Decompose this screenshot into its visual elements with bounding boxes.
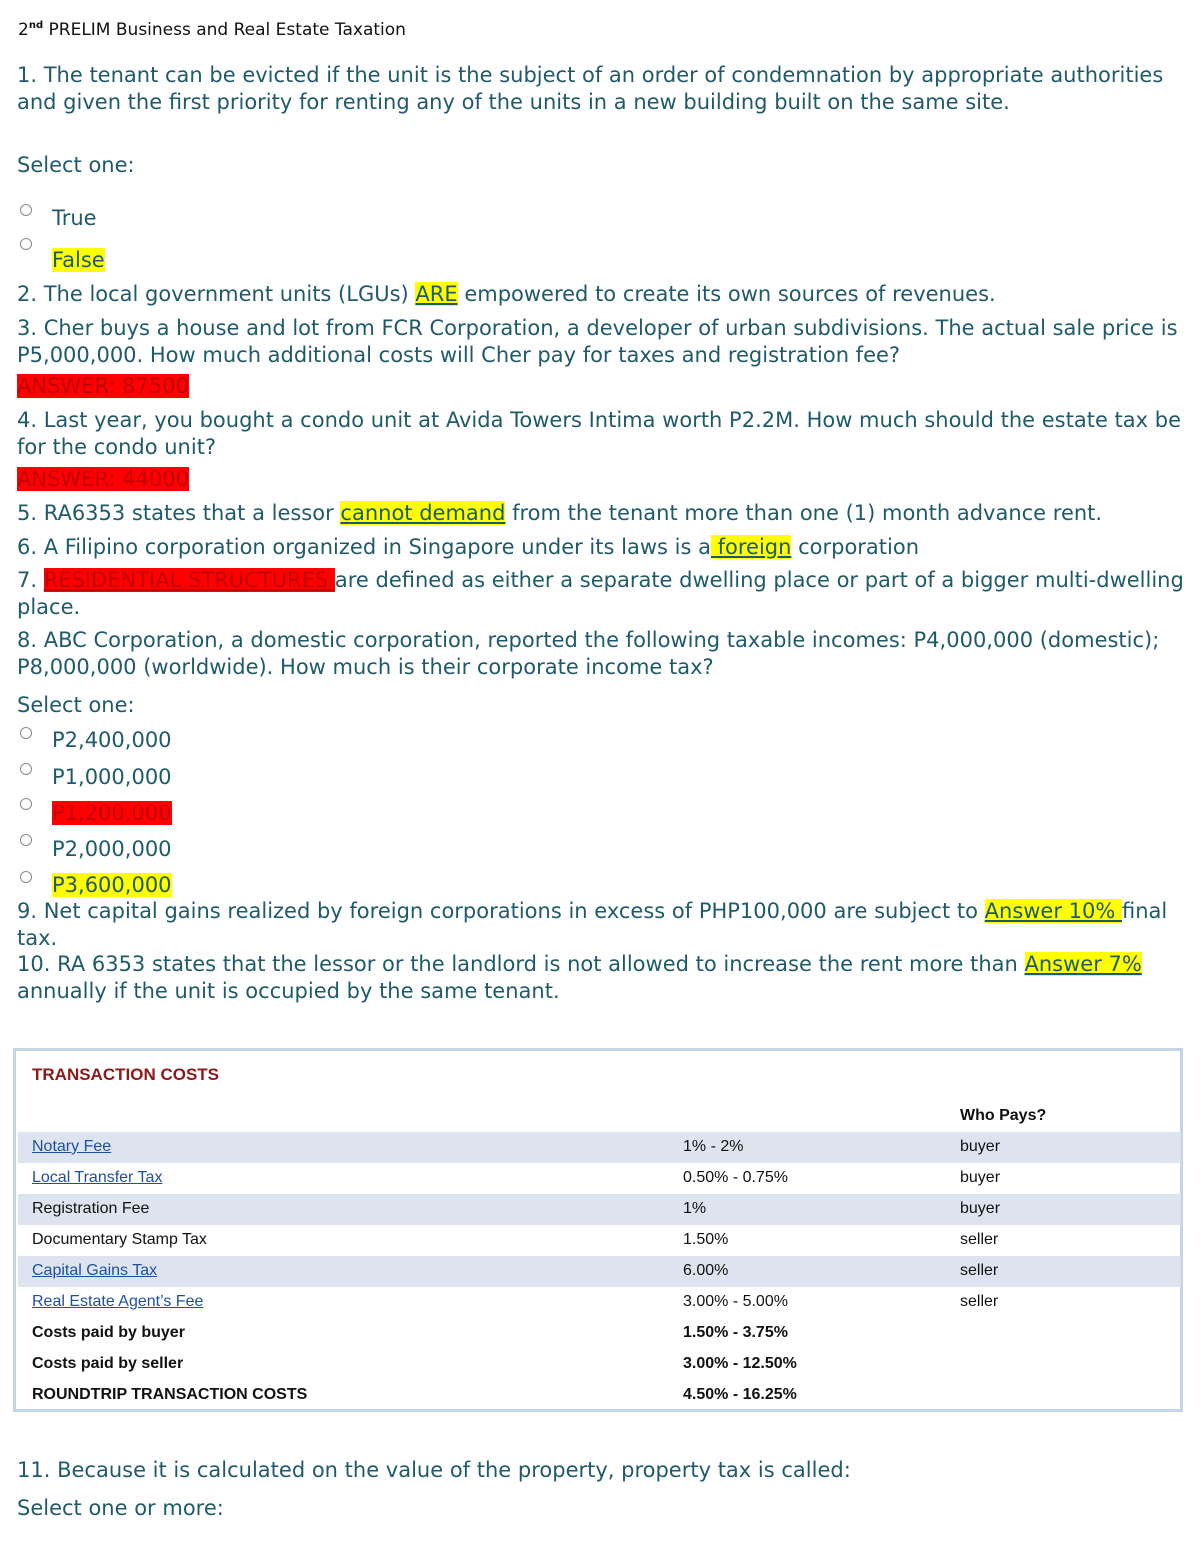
question-5 [17,500,1187,527]
question-6-answer: foreign [710,535,792,559]
table-cell-range: 1% - 2% [683,1138,744,1155]
table-row [18,1163,1181,1194]
question-1-text: 1. The tenant can be evicted if the unit is the subject of an order of condemnation by appropriate authorities and given the first priority for renting any of the units in a new building built on the same site. [17,63,1164,114]
table-cell-range: 1.50% [683,1231,729,1248]
question-5-answer: cannot demand [340,501,506,525]
table-title: TRANSACTION COSTS [32,1065,219,1084]
question-1-radio-true[interactable] [20,204,32,216]
table-cell-range: 1% [683,1200,707,1217]
table-row [18,1380,1181,1411]
question-7-answer: RESIDENTIAL STRUCTURES [43,568,335,592]
question-4-answer-line [17,466,1187,493]
table-cell-payer: seller [960,1231,999,1248]
table-cell-range: 3.00% - 5.00% [683,1293,788,1310]
question-2-answer: ARE [415,282,458,306]
question-11-text: 11. Because it is calculated on the value of the property, property tax is called: [17,1458,851,1482]
question-1-answer-highlight: False [52,248,105,272]
question-8-option-c-highlight: P1,200,000 [52,801,172,825]
question-4-text: 4. Last year, you bought a condo unit at Avida Towers Intima worth P2.2M. How much should the estate tax be for the condo unit? [17,408,1181,459]
question-9 [17,898,1187,951]
question-9-post: final tax. [17,899,1168,950]
question-6 [17,534,1187,561]
question-10-pre: 10. RA 6353 states that the lessor or the landlord is not allowed to increase the rent more than [17,952,1025,976]
question-5-pre: 5. RA6353 states that a lessor [17,501,341,525]
question-11-select-label: Select one or more: [17,1496,224,1520]
table-cell-payer: seller [960,1293,999,1310]
question-5-post: from the tenant more than one (1) month advance rent. [505,501,1103,525]
question-8-option-a[interactable]: P2,400,000 [52,728,172,752]
title-prefix: 2 [18,20,29,40]
question-9-answer: Answer 10% [984,899,1123,923]
notary-fee-link[interactable]: Notary Fee [32,1138,112,1155]
table-row [18,1194,1181,1225]
question-8-option-c[interactable] [52,800,172,826]
table-row [18,1318,1181,1349]
question-3-text: 3. Cher buys a house and lot from FCR Corporation, a developer of urban subdivisions. The actual sale price is P5,000,000. How much additional costs will Cher pay for taxes and registration fee? [17,316,1178,367]
table-cell-name: Registration Fee [32,1200,150,1217]
table-cell-name: Costs paid by buyer [32,1324,185,1341]
question-4-answer: ANSWER: 44000 [17,467,189,491]
table-row [18,1287,1181,1318]
table-cell-range: 6.00% [683,1262,729,1279]
table-cell-payer: buyer [960,1169,1001,1186]
question-1-select-label: Select one: [17,153,135,177]
table-cell-name: Documentary Stamp Tax [32,1231,207,1248]
question-8-option-d[interactable]: P2,000,000 [52,837,172,861]
question-1-option-false[interactable] [52,247,105,273]
table-row [18,1256,1181,1287]
question-9-pre: 9. Net capital gains realized by foreign corporations in excess of PHP100,000 are subject to [17,899,985,923]
question-7-pre: 7. [17,568,44,592]
real-estate-agents-fee-link[interactable]: Real Estate Agent’s Fee [32,1293,204,1310]
question-6-pre: 6. A Filipino corporation organized in Singapore under its laws is a [17,535,711,559]
table-cell-range: 1.50% - 3.75% [683,1324,788,1341]
question-2-post: empowered to create its own sources of revenues. [457,282,996,306]
table-cell-range: 0.50% - 0.75% [683,1169,788,1186]
question-6-post: corporation [791,535,920,559]
question-3-answer-line [17,373,1187,400]
title-superscript: nd [28,20,44,31]
question-3-answer: ANSWER: 87500 [17,374,189,398]
question-2-pre: 2. The local government units (LGUs) [17,282,416,306]
table-cell-name: ROUNDTRIP TRANSACTION COSTS [32,1386,308,1403]
question-8-radio-b[interactable] [20,763,32,775]
title-text: PRELIM Business and Real Estate Taxation [48,20,406,40]
table-cell-range: 3.00% - 12.50% [683,1355,797,1372]
question-10-post: annually if the unit is occupied by the same tenant. [17,978,560,1003]
question-10-answer: Answer 7% [1024,952,1142,976]
question-1-radio-false[interactable] [20,238,32,250]
question-8-text: 8. ABC Corporation, a domestic corporation, reported the following taxable incomes: P4,000,000 (domestic); P8,000,000 (worldwide). How much is their corporate income tax? [17,628,1160,679]
document-title [18,20,406,40]
transaction-costs-table [13,1048,1183,1412]
table-row [18,1349,1181,1380]
question-10 [17,951,1187,1004]
table-row [18,1132,1181,1163]
capital-gains-tax-link[interactable]: Capital Gains Tax [32,1262,158,1279]
table-row [18,1225,1181,1256]
question-2 [17,281,1187,308]
table-cell-payer: buyer [960,1200,1001,1217]
question-8-radio-e[interactable] [20,871,32,883]
question-7-post: are defined as either a separate dwelling place or part of a bigger multi-dwelling place. [17,568,1184,619]
question-8-option-e-highlight: P3,600,000 [52,873,172,897]
table-cell-payer: seller [960,1262,999,1279]
question-8-radio-a[interactable] [20,727,32,739]
table-cell-name: Costs paid by seller [32,1355,184,1372]
who-pays-header: Who Pays? [960,1107,1047,1124]
question-8-select-label: Select one: [17,693,135,717]
table-cell-payer: buyer [960,1138,1001,1155]
question-8-option-e[interactable] [52,872,172,898]
question-8-radio-c[interactable] [20,798,32,810]
question-7 [17,567,1187,620]
local-transfer-tax-link[interactable]: Local Transfer Tax [32,1169,163,1186]
question-8-radio-d[interactable] [20,834,32,846]
table-cell-range: 4.50% - 16.25% [683,1386,797,1403]
question-1-option-true[interactable]: True [52,206,97,230]
question-8-option-b[interactable]: P1,000,000 [52,765,172,789]
